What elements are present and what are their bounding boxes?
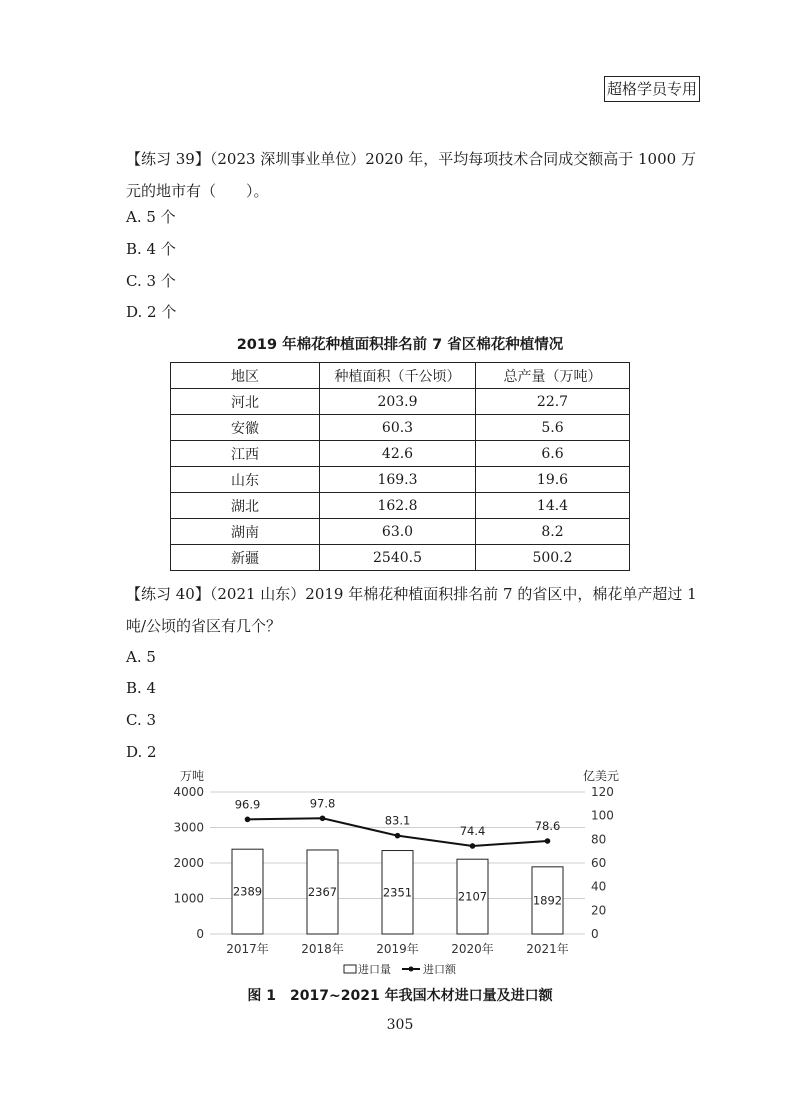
question-39-option-a[interactable]: A. 5 个: [126, 208, 176, 226]
badge-exclusive: 超格学员专用: [604, 76, 700, 102]
legend-swatch-marker: [409, 967, 414, 972]
y-right-tick-label: 100: [591, 808, 614, 823]
cotton-table: [170, 362, 630, 571]
table-cell-output: 5.6: [476, 415, 630, 441]
table-cell-region: 江西: [171, 441, 320, 467]
line-point: [320, 815, 326, 821]
page-number: 305: [386, 1017, 414, 1033]
table-cell-region: 新疆: [171, 545, 320, 571]
table-cell-area: 2540.5: [320, 545, 476, 571]
bar-value-label: 2351: [382, 885, 413, 900]
table-header-region: 地区: [171, 363, 320, 389]
line-value-label: 74.4: [459, 823, 486, 838]
table-header-area: 种植面积（千公顷）: [320, 363, 476, 389]
line-point: [470, 843, 476, 849]
table-header-row: [171, 363, 630, 389]
legend-label-value: 进口额: [423, 963, 456, 976]
table-cell-region: 湖北: [171, 493, 320, 519]
y-left-tick-label: 0: [196, 927, 204, 941]
timber-import-chart: [170, 762, 630, 982]
table-row: [171, 441, 630, 467]
y-right-tick-label: 120: [591, 785, 614, 799]
line-value-label: 83.1: [384, 813, 411, 828]
table-cell-region: 湖南: [171, 519, 320, 545]
x-tick-label: 2019年: [376, 942, 419, 956]
table-cell-output: 500.2: [476, 545, 630, 571]
table-cell-area: 203.9: [320, 389, 476, 415]
line-value-label: 96.9: [234, 797, 261, 812]
table-row: [171, 545, 630, 571]
table-cell-region: 河北: [171, 389, 320, 415]
table-row: [171, 467, 630, 493]
question-40-option-b[interactable]: B. 4: [126, 679, 157, 697]
x-tick-label: 2018年: [301, 942, 344, 956]
question-40-option-d[interactable]: D. 2: [126, 743, 157, 761]
x-tick-label: 2021年: [526, 942, 569, 956]
y-left-tick-label: 4000: [173, 785, 204, 799]
table-cell-area: 169.3: [320, 467, 476, 493]
x-tick-label: 2017年: [226, 942, 269, 956]
table-cell-area: 60.3: [320, 415, 476, 441]
question-40-option-a[interactable]: A. 5: [126, 648, 156, 666]
table-cell-area: 42.6: [320, 441, 476, 467]
table-cell-region: 山东: [171, 467, 320, 493]
question-39-option-b[interactable]: B. 4 个: [126, 240, 176, 258]
line-point: [545, 838, 551, 844]
line-point: [395, 833, 401, 839]
legend-label-volume: 进口量: [358, 963, 391, 976]
table-row: [171, 493, 630, 519]
line-value-label: 78.6: [534, 818, 561, 833]
y-left-tick-label: 2000: [173, 856, 204, 870]
line-value-label: 97.8: [309, 796, 336, 811]
table-cell-output: 8.2: [476, 519, 630, 545]
line-point: [245, 817, 251, 823]
legend-swatch-bar: [344, 965, 356, 973]
y-right-tick-label: 20: [591, 903, 607, 918]
x-tick-label: 2020年: [451, 942, 494, 956]
table-cell-output: 6.6: [476, 441, 630, 467]
bar-value-label: 2389: [232, 884, 263, 899]
question-40-text: 【练习 40】（2021 山东）2019 年棉花种植面积排名前 7 的省区中，棉花单产超过 1 吨/公顷的省区有几个？: [126, 585, 697, 635]
question-39-option-c[interactable]: C. 3 个: [126, 272, 176, 290]
table-title: 2019 年棉花种植面积排名前 7 省区棉花种植情况: [236, 337, 564, 353]
bar-value-label: 2367: [307, 884, 338, 899]
table-row: [171, 519, 630, 545]
table-row: [171, 415, 630, 441]
y-right-tick-label: 0: [591, 927, 599, 941]
table-header-output: 总产量（万吨）: [476, 363, 630, 389]
bar-value-label: 1892: [532, 893, 563, 908]
chart-caption: 图 1 2017~2021 年我国木材进口量及进口额: [247, 988, 553, 1004]
y-left-tick-label: 1000: [173, 891, 204, 906]
bar-value-label: 2107: [457, 889, 488, 904]
question-39-option-d[interactable]: D. 2 个: [126, 303, 177, 321]
table-cell-area: 63.0: [320, 519, 476, 545]
table-cell-output: 14.4: [476, 493, 630, 519]
right-axis-unit: 亿美元: [583, 769, 620, 783]
y-left-tick-label: 3000: [173, 820, 204, 835]
question-39-text: 【练习 39】（2023 深圳事业单位）2020 年，平均每项技术合同成交额高于 1000 万元的地市有（ ）。: [126, 150, 696, 200]
table-cell-region: 安徽: [171, 415, 320, 441]
y-right-tick-label: 60: [591, 856, 607, 870]
y-right-tick-label: 80: [591, 832, 607, 847]
table-cell-output: 22.7: [476, 389, 630, 415]
y-right-tick-label: 40: [591, 879, 607, 894]
question-40-option-c[interactable]: C. 3: [126, 711, 157, 729]
table-row: [171, 389, 630, 415]
table-cell-output: 19.6: [476, 467, 630, 493]
left-axis-unit: 万吨: [180, 769, 205, 783]
table-cell-area: 162.8: [320, 493, 476, 519]
